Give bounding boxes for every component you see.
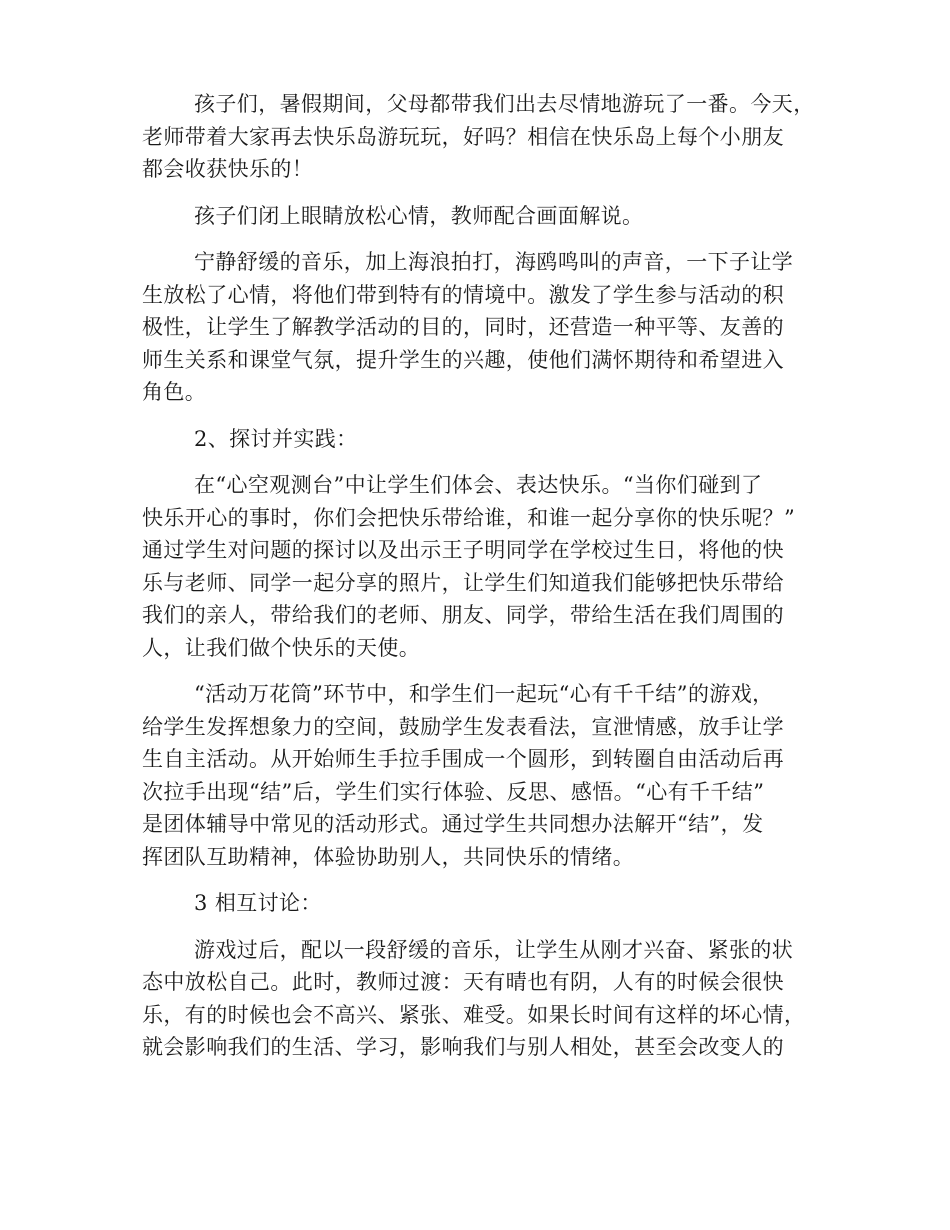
text-line: 2、探讨并实践：	[194, 426, 358, 451]
paragraph-kaleidoscope	[142, 678, 806, 873]
section-heading-3	[142, 887, 806, 920]
text-line: 孩子们，暑假期间，父母都带我们出去尽情地游玩了一番。今天，	[194, 92, 815, 116]
document-page	[142, 88, 815, 1078]
text-line: 角色。	[142, 380, 207, 404]
text-line: 乐与老师、同学一起分享的照片，让学生们知道我们能够把快乐带给	[142, 570, 784, 595]
paragraph-music	[142, 246, 806, 409]
text-line: 是团体辅导中常见的活动形式。通过学生共同想办法解开“结”，发	[142, 812, 764, 836]
text-line: 孩子们闭上眼睛放松心情，教师配合画面解说。	[194, 203, 644, 228]
text-line: 我们的亲人，带给我们的老师、朋友、同学，带给生活在我们周围的	[142, 603, 784, 627]
text-line: 人，让我们做个快乐的天使。	[142, 635, 421, 660]
text-line: “活动万花筒”环节中，和学生们一起玩“心有千千结”的游戏，	[194, 682, 774, 706]
text-line: 生放松了心情，将他们带到特有的情境中。激发了学生参与活动的积	[142, 282, 784, 307]
text-line: 老师带着大家再去快乐岛游玩玩，好吗？相信在快乐岛上每个小朋友	[142, 124, 784, 149]
text-line: 3 相互讨论：	[194, 891, 322, 915]
text-line: 快乐开心的事时，你们会把快乐带给谁，和谁一起分享你的快乐呢？”	[142, 505, 796, 530]
text-line: 给学生发挥想象力的空间，鼓励学生发表看法，宣泄情感，放手让学	[142, 714, 784, 739]
paragraph-after-game	[142, 934, 806, 1064]
text-line: 挥团队互助精神，体验协助别人，共同快乐的情绪。	[142, 844, 635, 869]
section-heading-2	[142, 423, 806, 456]
paragraph-close-eyes	[142, 200, 806, 233]
text-line: 次拉手出现“结”后，学生们实行体验、反思、感悟。“心有千千结”	[142, 779, 765, 804]
paragraph-intro	[142, 88, 815, 186]
text-line: 通过学生对问题的探讨以及出示王子明同学在学校过生日，将他的快	[142, 538, 784, 562]
text-line: 就会影响我们的生活、学习，影响我们与别人相处，甚至会改变人的	[142, 1035, 784, 1059]
text-line: 都会收获快乐的！	[142, 157, 314, 181]
text-line: 态中放松自己。此时，教师过渡：天有晴也有阴，人有的时候会很快	[142, 970, 784, 994]
text-line: 师生关系和课堂气氛，提升学生的兴趣，使他们满怀期待和希望进入	[142, 347, 784, 372]
paragraph-observatory	[142, 469, 806, 664]
text-line: 极性，让学生了解教学活动的目的，同时，还营造一种平等、友善的	[142, 315, 784, 339]
text-line: 游戏过后，配以一段舒缓的音乐，让学生从刚才兴奋、紧张的状	[194, 937, 794, 962]
text-line: 乐，有的时候也会不高兴、紧张、难受。如果长时间有这样的坏心情，	[142, 1002, 806, 1027]
text-line: 在“心空观测台”中让学生们体会、表达快乐。“当你们碰到了	[194, 473, 763, 497]
text-line: 宁静舒缓的音乐，加上海浪拍打，海鸥鸣叫的声音，一下子让学	[194, 250, 794, 274]
text-line: 生自主活动。从开始师生手拉手围成一个圆形，到转圈自由活动后再	[142, 747, 784, 771]
